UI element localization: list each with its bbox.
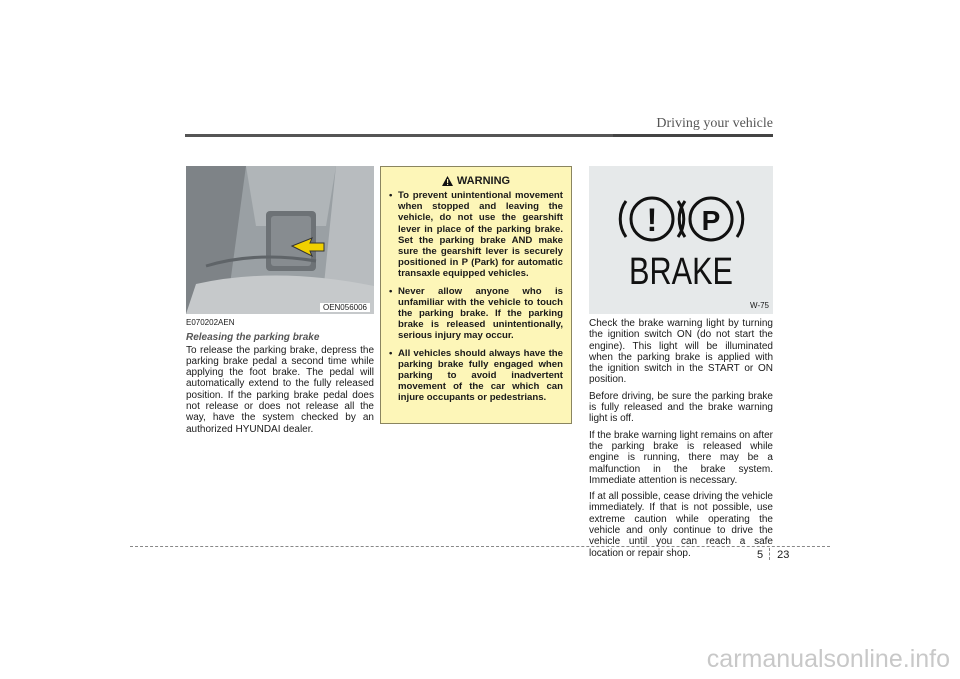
page-header-title: Driving your vehicle [656,116,773,131]
warning-heading [389,175,563,187]
parking-p-symbol: P [701,205,721,236]
photo-caption: OEN056006 [320,303,370,312]
release-instructions: To release the parking brake, depress the parking brake pedal a second time while applying the foot brake. The pedal will automatically extend to the fully released position. If the parking brake pedal does not release or does not release all the way, have the system checked by an authorized HYUNDAI dealer. [186,344,374,435]
brake-warning-light-illustration [589,166,773,314]
page-number [757,548,789,561]
warning-item: • To prevent unintentional movement when stopped and leaving the vehicle, do not use the gearshift lever in place of the parking brake. Set the parking brake AND make sure the gearshift lever is securely positioned in P (Park) for automatic transaxle equipped vehicles. [389,190,563,280]
right-paragraph: If at all possible, cease driving the vehicle immediately. If that is not possible, use extreme caution while operating the vehicle and only continue to drive the vehicle until you can reach a safe location or repair shop. [589,491,773,559]
warning-list [389,190,563,404]
warning-triangle-icon [442,176,453,186]
section-number: 5 [757,549,764,561]
parking-brake-photo [186,166,374,314]
right-paragraph: If the brake warning light remains on after the parking brake is released while engine is running, there may be a malfunction in the brake system. Immediate attention is necessary. [589,429,773,486]
header-rule [185,134,773,137]
right-paragraph: Before driving, be sure the parking brake is fully released and the brake warning light is off. [589,390,773,425]
warning-box [380,166,572,424]
warning-item: • Never allow anyone who is unfamiliar with the vehicle to touch the parking brake. If the parking brake is released unintentionally, serious injury may occur. [389,286,563,342]
watermark: carmanualsonline.info [706,645,950,673]
brake-word: BRAKE [629,251,733,293]
image-code: W-75 [750,301,769,310]
section-code: E070202AEN [186,318,235,327]
warning-item: • All vehicles should always have the parking brake fully engaged when parking to avoid inadvertent movement of the car which can injure occupants or pedestrians. [389,348,563,404]
section-subheading: Releasing the parking brake [186,332,320,344]
right-paragraph: Check the brake warning light by turning the ignition switch ON (do not start the engine). This light will be illuminated when the parking brake is applied with the ignition switch in the START or ON position. [589,318,773,386]
warning-title: WARNING [456,175,511,187]
brake-exclamation-symbol: ! [646,202,658,238]
page-number-value: 23 [777,549,790,561]
footer-rule [130,546,830,547]
